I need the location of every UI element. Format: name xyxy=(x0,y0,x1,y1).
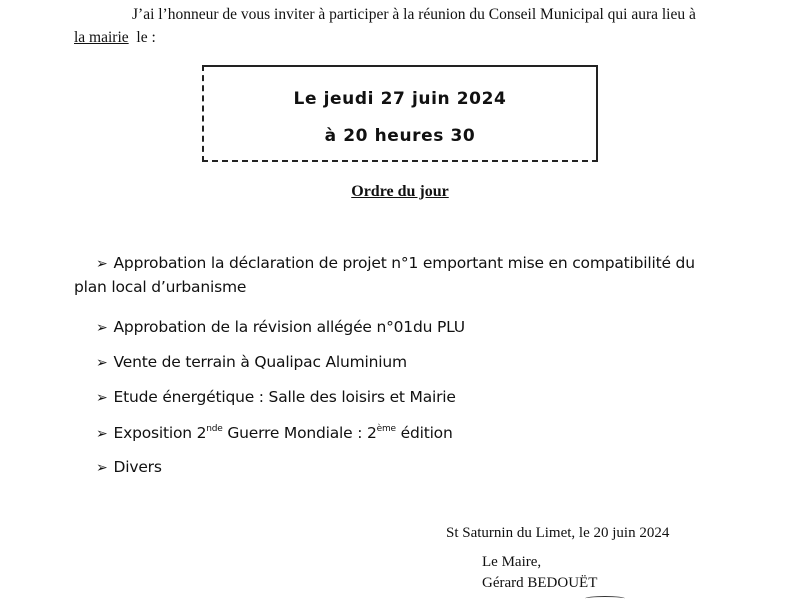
arrow-bullet-icon: ➢ xyxy=(96,355,108,371)
agenda-item-text: Approbation la déclaration de projet n°1 emportant mise en compatibilité du xyxy=(113,254,695,272)
agenda-item-text: Approbation de la révision allégée n°01du PLU xyxy=(113,318,465,336)
intro-text-line1: J’ai l’honneur de vous inviter à participer à la réunion du Conseil Municipal qui aura lieu à xyxy=(132,6,696,23)
meeting-date-box xyxy=(202,65,598,162)
agenda-item xyxy=(96,424,453,442)
agenda-item xyxy=(96,254,695,272)
agenda-item-text: Exposition 2 xyxy=(113,424,207,442)
agenda-item xyxy=(96,318,465,336)
agenda-item xyxy=(96,353,407,371)
arrow-bullet-icon: ➢ xyxy=(96,320,108,336)
meeting-place: la mairie xyxy=(74,29,129,46)
agenda-item-text: Vente de terrain à Qualipac Aluminium xyxy=(113,353,407,371)
agenda-item-text: Etude énergétique : Salle des loisirs et Mairie xyxy=(113,388,456,406)
intro-colon: le : xyxy=(128,29,156,46)
agenda-item xyxy=(96,388,456,406)
ordinal-suffix: ème xyxy=(376,424,396,434)
agenda-item-continuation: plan local d’urbanisme xyxy=(74,278,247,296)
signer-title: Le Maire, xyxy=(482,554,542,570)
agenda-item xyxy=(96,458,162,476)
ordinal-suffix: nde xyxy=(206,424,223,434)
signer-name: Gérard BEDOUËT xyxy=(482,575,598,591)
meeting-time: à 20 heures 30 xyxy=(324,126,476,146)
place-and-date: St Saturnin du Limet, le 20 juin 2024 xyxy=(446,525,670,541)
agenda-item-text: Guerre Mondiale : 2 xyxy=(222,424,377,442)
arrow-bullet-icon: ➢ xyxy=(96,426,108,442)
arrow-bullet-icon: ➢ xyxy=(96,390,108,406)
agenda-title: Ordre du jour xyxy=(351,183,449,200)
agenda-item-text: Divers xyxy=(113,458,162,476)
arrow-bullet-icon: ➢ xyxy=(96,460,108,476)
meeting-date: Le jeudi 27 juin 2024 xyxy=(293,89,507,109)
agenda-item-text: édition xyxy=(395,424,453,442)
signature-stroke xyxy=(585,596,625,601)
arrow-bullet-icon: ➢ xyxy=(96,256,108,272)
intro-text-line2 xyxy=(74,29,156,47)
